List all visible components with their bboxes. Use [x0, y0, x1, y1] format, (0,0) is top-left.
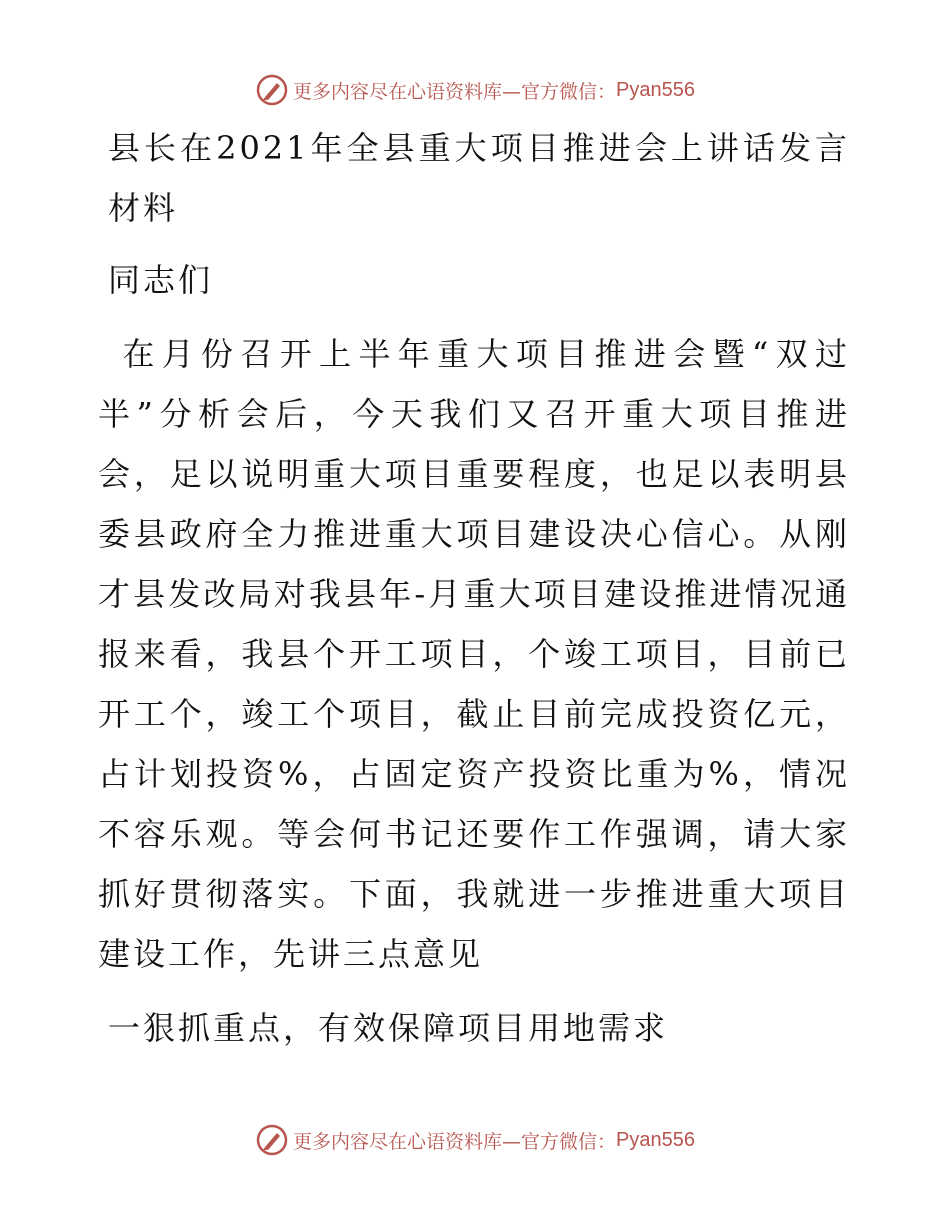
header-banner-wechat-id: Pyan556: [616, 78, 695, 101]
document-body: [98, 118, 850, 1058]
header-watermark-banner: [0, 70, 950, 110]
document-title: 县长在2021年全县重大项目推进会上讲话发言材料: [108, 129, 850, 227]
footer-banner-text: 更多内容尽在心语资料库—官方微信：: [293, 1130, 617, 1153]
header-banner-text: 更多内容尽在心语资料库—官方微信：: [293, 80, 617, 103]
body-paragraph-text: 在月份召开上半年重大项目推进会暨“双过半”分析会后，今天我们又召开重大项目推进会，足以说明重大项目重要程度，也足以表明县委县政府全力推进重大项目建设决心信心。从刚才县发改局对我县年-月重大项目建设推进情况通报来看，我县个开工项目，个竣工项目，目前已开工个，竣工个项目，截止目前完成投资亿元，占计划投资%，占固定资产投资比重为%，情况不容乐观。等会何书记还要作工作强调，请大家抓好贯彻落实。下面，我就进一步推进重大项目建设工作，先讲三点意见: [98, 335, 850, 973]
footer-watermark-banner: [0, 1120, 950, 1160]
pen-logo-icon: [255, 1123, 289, 1157]
greeting-line: 同志们: [108, 261, 214, 299]
pen-logo-icon: [255, 73, 289, 107]
body-paragraph: [98, 324, 850, 984]
section-heading: 一狠抓重点，有效保障项目用地需求: [108, 1009, 669, 1047]
footer-banner-wechat-id: Pyan556: [616, 1128, 695, 1151]
